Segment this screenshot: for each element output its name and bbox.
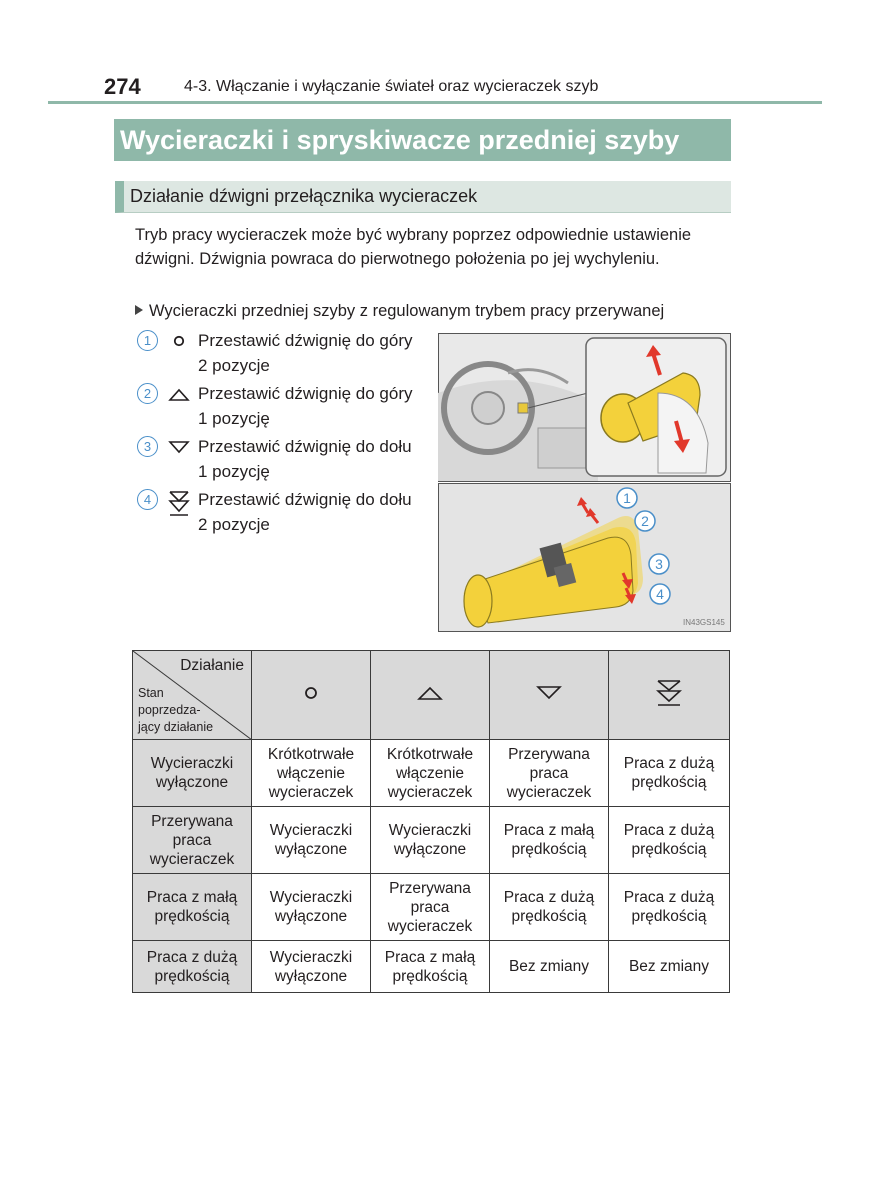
triangle-up-icon <box>417 682 443 704</box>
svg-text:4: 4 <box>656 586 664 602</box>
chapter-title: 4-3. Włączanie i wyłączanie świateł oraz wycieraczek szyb <box>184 78 599 95</box>
step-number: 3 <box>137 436 158 457</box>
table-row <box>133 874 730 941</box>
table-cell: Praca z dużą prędkością <box>490 874 609 941</box>
step-text-line2: 2 pozycje <box>198 515 270 534</box>
table-header-row <box>133 651 730 740</box>
table-cell: Bez zmiany <box>609 941 730 993</box>
corner-state-label: Stan poprzedza- jący działanie <box>138 686 214 734</box>
wiper-lever-illustration <box>438 333 731 632</box>
triangle-down-icon <box>536 682 562 704</box>
table-cell: Praca z dużą prędkością <box>609 874 730 941</box>
zoom-inset <box>586 338 726 476</box>
table-row <box>133 941 730 993</box>
row-state-cell: Praca z małą prędkością <box>133 874 252 941</box>
column-header-triangle-up <box>371 651 490 740</box>
step-text-line2: 1 pozycję <box>198 409 270 428</box>
step-number: 1 <box>137 330 158 351</box>
triangle-up-icon <box>168 383 190 405</box>
step-number: 4 <box>137 489 158 510</box>
intro-paragraph: Tryb pracy wycieraczek może być wybrany poprzez odpowiednie ustawienie dźwigni. Dźwignia powraca do pierwotnego położenia po jej wychyleniu. <box>135 226 692 268</box>
table-cell: Wycieraczki wyłączone <box>252 874 371 941</box>
table-row <box>133 807 730 874</box>
table-row <box>133 740 730 807</box>
row-state-cell: Praca z dużą prędkością <box>133 941 252 993</box>
svg-text:3: 3 <box>655 556 663 572</box>
table-cell: Praca z dużą prędkością <box>609 740 730 807</box>
table-cell: Krótkotrwałe włączenie wycieraczek <box>252 740 371 807</box>
svg-text:1: 1 <box>623 490 631 506</box>
callout-1 <box>617 488 637 508</box>
table-cell: Praca z dużą prędkością <box>609 807 730 874</box>
step-text-line2: 1 pozycję <box>198 462 270 481</box>
subsection-title: Działanie dźwigni przełącznika wycieraczek <box>115 181 731 213</box>
column-header-circle <box>252 651 371 740</box>
step-number: 2 <box>137 383 158 404</box>
header-rule <box>48 101 822 104</box>
row-state-cell: Wycieraczki wyłączone <box>133 740 252 807</box>
bullet-text: Wycieraczki przedniej szyby z regulowanym trybem pracy przerywanej <box>149 302 665 320</box>
page-number: 274 <box>104 74 141 99</box>
double-triangle-down-icon <box>168 489 190 519</box>
wiper-mode-table <box>132 650 730 993</box>
row-state-cell: Przerywana praca wycieraczek <box>133 807 252 874</box>
table-cell: Praca z małą prędkością <box>490 807 609 874</box>
callout-2 <box>635 511 655 531</box>
triangle-down-icon <box>168 436 190 458</box>
corner-action-label: Działanie <box>180 657 244 674</box>
table-cell: Bez zmiany <box>490 941 609 993</box>
step-text-line1: Przestawić dźwignię do góry <box>198 331 413 350</box>
bullet-arrow-icon <box>135 305 143 315</box>
table-cell: Wycieraczki wyłączone <box>252 941 371 993</box>
section-title: Wycieraczki i spryskiwacze przedniej szyby <box>114 119 731 161</box>
table-cell: Przerywana praca wycieraczek <box>371 874 490 941</box>
lever-detail-panel <box>439 484 731 632</box>
step-text-line1: Przestawić dźwignię do dołu <box>198 437 412 456</box>
callout-3 <box>649 554 669 574</box>
circle-icon <box>300 682 322 704</box>
figure-code: IN43GS145 <box>683 618 725 627</box>
table-cell: Wycieraczki wyłączone <box>371 807 490 874</box>
table-cell: Praca z małą prędkością <box>371 941 490 993</box>
step-text-line1: Przestawić dźwignię do dołu <box>198 490 412 509</box>
column-header-double-triangle-down <box>609 651 730 740</box>
table-cell: Wycieraczki wyłączone <box>252 807 371 874</box>
callout-4 <box>650 584 670 604</box>
table-cell: Krótkotrwałe włączenie wycieraczek <box>371 740 490 807</box>
double-triangle-down-icon <box>656 678 682 708</box>
svg-text:2: 2 <box>641 513 649 529</box>
table-cell: Przerywana praca wycieraczek <box>490 740 609 807</box>
table-corner-cell <box>133 651 252 740</box>
circle-icon <box>168 330 190 352</box>
step-text-line1: Przestawić dźwignię do góry <box>198 384 413 403</box>
column-header-triangle-down <box>490 651 609 740</box>
step-text-line2: 2 pozycje <box>198 356 270 375</box>
bullet-line <box>135 300 664 322</box>
